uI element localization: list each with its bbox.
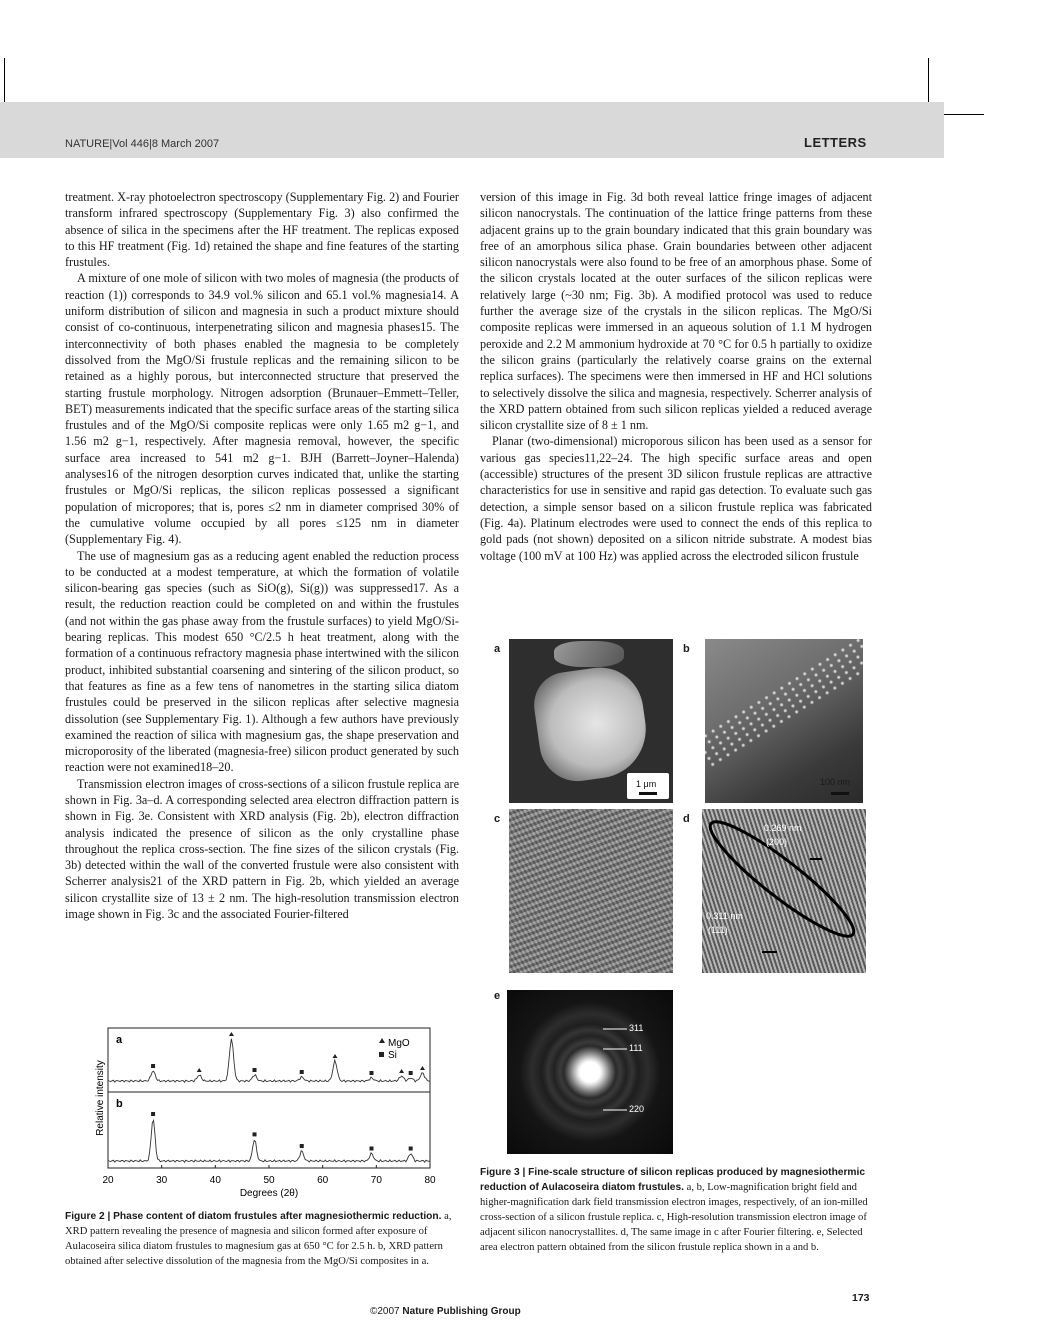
paragraph: version of this image in Fig. 3d both reveal lattice fringe images of adjacent silicon nanocrystals. The continuation of the lattice fringe patterns from these adjacent grains up to the grain boundary indicated that this grain boundary was free of an amorphous silica phase. Grain boundaries between other adjacent silicon nanocrystals were also found to be free of an amorphous phase. Some of the silicon crystals located at the outer surfaces of the silicon replicas were relatively large (~30 nm; Fig. 3b). A modified protocol was used to reduce further the average size of the crystals in the silicon replicas. The MgO/Si composite replicas were immersed in an aqueous solution of 1.1 M hydrogen peroxide and 2.2 M ammonium hydroxide at 70 °C for 0.5 h partially to oxidize the silicon grains (particularly the relatively coarse grains on the external replica surfaces). The specimens were then immersed in HF and HCl solutions to selectively dissolve the silica and magnesia, respectively. Scherrer analysis of the XRD pattern obtained from such silicon replicas yielded a reduced average silicon crystallite size of 8 ± 1 nm. — [480, 190, 872, 433]
crop-mark-left — [4, 58, 5, 102]
peak-markers — [151, 1032, 425, 1151]
si-peak-marker — [151, 1112, 155, 1116]
paragraph: Transmission electron images of cross-sections of a silicon frustule replica are shown in Fig. 3a–d. A corresponding selected area electron diffraction pattern is shown in Fig. 3e. Consistent with XRD analysis (Fig. 2b), electron diffraction analysis indicated the presence of silicon as the only crystalline phase throughout the replica cross-section. The fine sizes of the silicon crystals (Fig. 3b) detected within the wall of the converted frustule were also consistent with Scherrer analysis21 of the XRD pattern in Fig. 2b, which yielded an average silicon crystallite size of 13 ± 2 nm. The high-resolution transmission electron image shown in Fig. 3c and the associated Fourier-filtered — [65, 776, 459, 922]
mgo-peak-marker — [420, 1066, 425, 1070]
scale-text-b: 100 nm — [820, 777, 851, 787]
paragraph: Planar (two-dimensional) microporous silicon has been used as a sensor for various gas species11,22–24. The high specific surface areas and open (accessible) structures of the present 3D silicon frustule replicas are attractive characteristics for use in sensitive and rapid gas detection. To evaluate such gas detection, a simple sensor based on a silicon frustule replica was fabricated (Fig. 4a). Platinum electrodes were used to connect the ends of this replica to gold pads (not shown) deposited on a silicon nitride substrate. A modest bias voltage (100 mV at 100 Hz) was applied across the electroded silicon frustule — [480, 434, 872, 563]
figure-3-caption — [480, 1165, 872, 1255]
scale-text-a: 1 μm — [636, 779, 657, 789]
mgo-legend-marker — [379, 1038, 385, 1043]
caption-title: Figure 2 | Phase content of diatom frustules after magnesiothermic reduction. — [65, 1211, 442, 1222]
fig3-label-a: a — [494, 643, 501, 655]
fig3-label-b: b — [683, 643, 690, 655]
mgo-peak-marker — [229, 1032, 234, 1036]
copyright-year: ©2007 — [370, 1306, 400, 1317]
crop-mark-right — [928, 58, 929, 102]
figure-2-caption — [65, 1209, 460, 1269]
ring-label-220: 220 — [629, 1104, 645, 1114]
text-column-right — [480, 189, 872, 564]
si-peak-marker — [300, 1144, 304, 1148]
x-tick-label: 80 — [424, 1175, 436, 1186]
scale-bar-a — [639, 792, 657, 795]
journal-date: 8 March 2007 — [151, 138, 220, 150]
frustule-body — [530, 662, 652, 786]
x-tick-label: 50 — [263, 1175, 275, 1186]
legend-mgo: MgO — [388, 1038, 410, 1049]
scale-bar-b — [831, 792, 849, 795]
si-peak-marker — [409, 1147, 413, 1151]
mgo-peak-marker — [399, 1069, 404, 1073]
d-plane-111: (111) — [708, 925, 728, 935]
grain-boundary-overlay — [702, 809, 866, 973]
section-label: LETTERS — [804, 135, 867, 150]
si-peak-marker — [370, 1071, 374, 1075]
noise-overlay — [509, 809, 673, 973]
paragraph: The use of magnesium gas as a reducing agent enabled the reduction process to be conducted at a modest temperature, at which the formation of volatile silicon-bearing gas species (such as SiO(g), Si(g)) was suppressed17. As a result, the reduction reaction could be completed on and within the frustules (and not within the gas phase away from the frustule surfaces) to yield MgO/Si-bearing replicas. This modest 650 °C/2.5 h heat treatment, along with the formation of a continuous refractory magnesia phase intertwined with the silicon product, inhibited substantial coarsening and sintering of the silicon product, so that features as fine as a few tens of nanometres in the starting silica diatom frustules could be preserved in the silicon replicas after selective magnesia dissolution (see Supplementary Fig. 1). Although a few authors have previously examined the reaction of silica with magnesium gas, the shape preservation and microporosity of the liberated (magnesia-free) silicon product generated by such reaction were not examined18–20. — [65, 548, 459, 775]
paragraph: treatment. X-ray photoelectron spectroscopy (Supplementary Fig. 2) and Fourier transform infrared spectroscopy (Supplementary Fig. 3) also confirmed the absence of silica in the specimens after the HF treatment. The replicas exposed to this HF treatment (Fig. 1d) retained the shape and fine features of the starting frustules. — [65, 190, 459, 270]
si-legend-marker — [379, 1052, 384, 1057]
x-axis-label: Degrees (2θ) — [239, 1188, 299, 1199]
si-peak-marker — [409, 1071, 413, 1075]
d-spacing-111: 0.311 nm — [706, 911, 743, 921]
hrtem-image-c — [509, 809, 673, 973]
si-peak-marker — [300, 1070, 304, 1074]
caption-body: a, b, Low-magnification bright field and higher-magnification dark field transmission electron images, respectively, of an ion-milled cross-section of a silicon frustule replica. c, High-resolution transmission electron image of adjacent silicon nanocrystallites. d, The same image in c after Fourier filtering. e, Selected area electron pattern obtained from the silicon frustule replica shown in a and b. — [480, 1182, 868, 1253]
x-tick-label: 70 — [370, 1175, 382, 1186]
si-peak-marker — [151, 1064, 155, 1068]
ring-label-111: 111 — [629, 1043, 643, 1053]
xrd-trace-a — [108, 1039, 430, 1083]
tem-image-a — [509, 639, 673, 803]
ring-arrows — [507, 990, 673, 1154]
xrd-trace-b — [108, 1121, 430, 1163]
bright-grain-band — [705, 639, 863, 771]
legend-si: Si — [388, 1050, 397, 1061]
figure-2 — [90, 1025, 440, 1205]
fig3-label-e: e — [494, 990, 501, 1002]
d-plane-200: (200) — [766, 837, 788, 847]
si-peak-marker — [370, 1147, 374, 1151]
panel-b-label: b — [116, 1098, 123, 1110]
fig3-label-c: c — [494, 813, 501, 825]
ring-label-311: 311 — [629, 1023, 644, 1033]
diffraction-image-e — [507, 990, 673, 1154]
mgo-peak-marker — [197, 1068, 202, 1072]
journal-name: NATURE — [65, 138, 110, 150]
scale-label-a — [627, 773, 669, 799]
mgo-peak-marker — [333, 1054, 338, 1058]
crop-mark-right-h — [944, 114, 984, 115]
running-header: NATURE|Vol 446|8 March 2007 — [65, 138, 220, 150]
journal-volume: Vol 446 — [112, 138, 149, 150]
copyright-footer — [370, 1306, 521, 1317]
text-column-left — [65, 189, 459, 922]
paragraph: A mixture of one mole of silicon with two moles of magnesia (the products of reaction (1)) corresponds to 34.9 vol.% silicon and 65.1 vol.% magnesia14. A uniform distribution of silicon and magnesia in such a product mixture should consist of co-continuous, interpenetrating silicon and magnesia phases15. The interconnectivity of both phases enabled the magnesia to be completely dissolved from the MgO/Si frustule replicas and the remaining silicon to be retained as a highly porous, but interconnected structure that preserved the starting frustule morphology. Nitrogen adsorption (Brunauer–Emmett–Teller, BET) measurements indicated that the specific surface areas of the starting silica frustules and of the MgO/Si composite replicas were only 1.65 m2 g−1, and 1.56 m2 g−1, respectively. After magnesia removal, however, the specific surface area increased to 541 m2 g−1. BJH (Barrett–Joyner–Halenda) analyses16 of the nitrogen desorption curves indicated that, unlike the starting frustules or MgO/Si replicas, the silicon replicas possessed a significant population of micropores; that is, pores ≤2 nm in diameter comprised 30% of the cumulative volume occupied by all pores ≤125 nm in diameter (Supplementary Fig. 4). — [65, 271, 459, 547]
x-tick-label: 30 — [156, 1175, 168, 1186]
x-tick-label: 20 — [102, 1175, 114, 1186]
caption-body: a, XRD pattern revealing the presence of magnesia and silicon formed after exposure of Aulacoseira silica diatom frustules to magnesium gas at 650 °C for 2.5 h. b, XRD pattern obtained after selective dissolution of the magnesia from the MgO/Si composites in a. — [65, 1211, 452, 1267]
frustule-fragment — [554, 641, 624, 667]
y-axis-label: Relative intensity — [95, 1060, 106, 1136]
panel-a-label: a — [116, 1034, 123, 1046]
d-spacing-200: 0.269 nm — [764, 823, 802, 833]
caption-title: Figure 3 | Fine-scale structure of silicon replicas produced by magnesiothermic reduction of Aulacoseira diatom frustules. — [480, 1167, 865, 1193]
page-number: 173 — [852, 1292, 870, 1304]
x-tick-label: 60 — [317, 1175, 329, 1186]
filtered-image-d — [702, 809, 866, 973]
publisher: Nature Publishing Group — [402, 1306, 521, 1317]
fig3-label-d: d — [683, 813, 690, 825]
si-peak-marker — [253, 1132, 257, 1136]
x-tick-label: 40 — [209, 1175, 221, 1186]
si-peak-marker — [253, 1068, 257, 1072]
xrd-chart — [90, 1025, 440, 1205]
